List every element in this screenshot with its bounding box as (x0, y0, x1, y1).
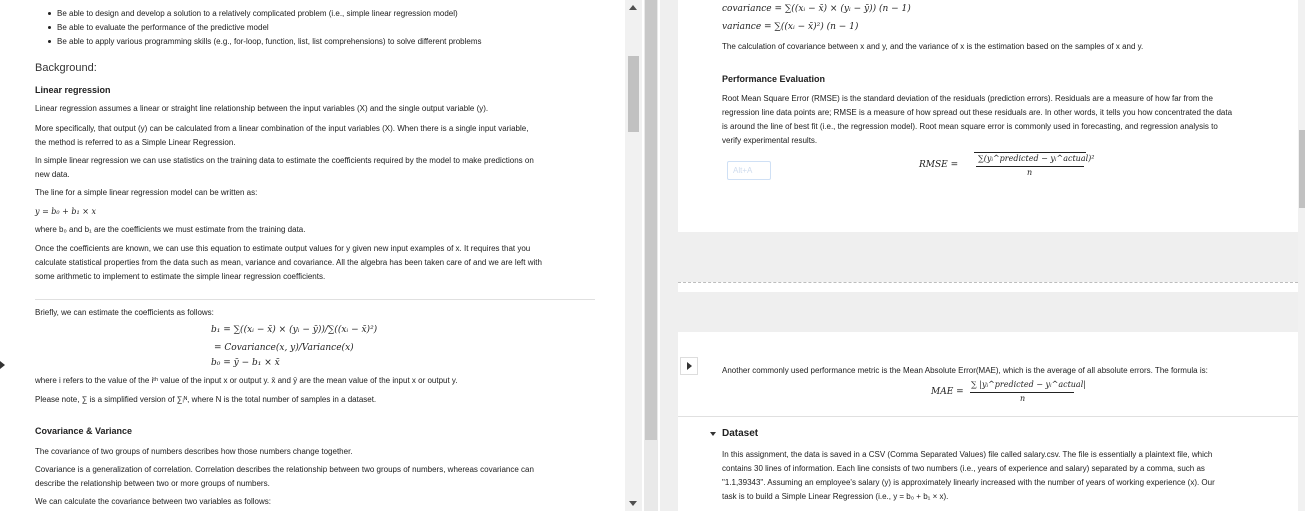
paragraph: contains 30 lines of information. Each line consists of two numbers (i.e., years of experience and salary) separated by a comma, such as (722, 464, 1205, 473)
paragraph: new data. (35, 170, 70, 179)
bullet-text: Be able to design and develop a solution to a relatively complicated problem (i.e., simple linear regression model) (57, 9, 458, 18)
rmse-denominator: n (1027, 168, 1033, 177)
mae-denominator: n (1020, 394, 1026, 403)
equation-covariance: covariance = ∑((xᵢ − x̄) × (yᵢ − ȳ)) (n − 1) (722, 4, 911, 14)
paragraph: where b₀ and b₁ are the coefficients we must estimate from the training data. (35, 225, 306, 234)
left-scrollbar[interactable] (625, 0, 642, 511)
run-cell-icon[interactable] (687, 362, 692, 370)
mae-label: MAE = (931, 387, 964, 397)
covariance-heading: Covariance & Variance (35, 426, 133, 436)
left-notebook-pane (0, 0, 625, 511)
paragraph: The calculation of covariance between x and y, and the variance of x is the estimation based on the samples of x and y. (722, 42, 1144, 51)
cell-output-area (678, 292, 1298, 332)
paragraph: In simple linear regression we can use statistics on the training data to estimate the coefficients required by the model to make predictions on (35, 156, 534, 165)
paragraph: More specifically, that output (y) can be calculated from a linear combination of the input variables (X). When there is a single input variable, (35, 124, 529, 133)
scroll-down-icon[interactable] (629, 501, 637, 506)
paragraph: The line for a simple linear regression model can be written as: (35, 188, 258, 197)
rmse-label: RMSE = (919, 160, 959, 170)
scroll-thumb[interactable] (628, 56, 639, 132)
collapse-caret-icon[interactable] (710, 432, 716, 436)
paragraph: describe the relationship between two or more groups of numbers. (35, 479, 270, 488)
cell-divider (35, 299, 595, 300)
paragraph: Once the coefficients are known, we can use this equation to estimate output values for y given new input examples of x. It requires that you (35, 244, 531, 253)
paragraph: "1.1,39343". Assuming an employee's salary (y) is approximately linearly increased with the number of years of working experience (x). Our (722, 478, 1215, 487)
cell-divider (678, 282, 1298, 283)
paragraph: We can calculate the covariance between two variables as follows: (35, 497, 271, 506)
cell-divider (678, 416, 1298, 417)
bullet-text: Be able to evaluate the performance of the predictive model (57, 23, 269, 32)
right-pane-gutter (660, 0, 678, 511)
separator-thumb[interactable] (645, 0, 657, 440)
paragraph: is around the line of best fit (i.e., the regression model). Root mean square error is commonly used in forecasting, and regression analysis to (722, 122, 1218, 131)
paragraph: Linear regression assumes a linear or straight line relationship between the input variables (X) and the single output variable (y). (35, 104, 489, 113)
paragraph: calculate statistical properties from the data such as mean, variance and covariance. All the algebra has been taken care of and we are left with (35, 258, 542, 267)
equation-line: y = b₀ + b₁ × x (35, 207, 97, 216)
shortcut-badge: Alt+A (727, 161, 771, 180)
equation-b1-covariance: = Covariance(x, y)/Variance(x) (214, 343, 354, 353)
bullet-dot (48, 40, 51, 43)
linear-regression-heading: Linear regression (35, 85, 111, 95)
paragraph: the method is referred to as a Simple Linear Regression. (35, 138, 236, 147)
equation-variance: variance = ∑((xᵢ − x̄)²) (n − 1) (722, 22, 859, 32)
paragraph: Briefly, we can estimate the coefficients as follows: (35, 308, 214, 317)
right-scrollbar[interactable] (1298, 0, 1305, 511)
paragraph: Another commonly used performance metric is the Mean Absolute Error(MAE), which is the average of all absolute errors. The formula is: (722, 366, 1208, 375)
rmse-numerator: ∑(yᵢ^predicted − yᵢ^actual)² (978, 154, 1095, 163)
run-cell-icon[interactable] (0, 361, 5, 369)
mae-numerator: ∑ |yᵢ^predicted − yᵢ^actual| (971, 380, 1086, 389)
bullet-dot (48, 12, 51, 15)
bullet-dot (48, 26, 51, 29)
fraction-bar (970, 392, 1074, 393)
paragraph: The covariance of two groups of numbers describes how those numbers change together. (35, 447, 353, 456)
pane-separator (642, 0, 660, 511)
paragraph: regression line data points are; RMSE is a measure of how spread out these residuals are. In other words, it tells you how concentrated the data (722, 108, 1233, 117)
performance-heading: Performance Evaluation (722, 74, 826, 84)
bullet-text: Be able to apply various programming skills (e.g., for-loop, function, list, list comprehensions) to solve different problems (57, 37, 482, 46)
equation-b1: b₁ = ∑((xᵢ − x̄) × (yᵢ − ȳ))/∑((xᵢ − x̄)²) (211, 325, 378, 335)
dataset-heading: Dataset (722, 428, 759, 439)
fraction-bar (976, 166, 1084, 167)
scroll-thumb[interactable] (1299, 130, 1305, 208)
background-heading: Background: (35, 62, 97, 74)
equation-b0: b₀ = ȳ − b₁ × x̄ (211, 358, 280, 368)
paragraph: verify experimental results. (722, 136, 818, 145)
paragraph: In this assignment, the data is saved in a CSV (Comma Separated Values) file called salary.csv. The file is essentially a plaintext file, which (722, 450, 1213, 459)
paragraph: Please note, ∑ is a simplified version of ∑ᵢᴺ, where N is the total number of samples in a dataset. (35, 395, 377, 404)
paragraph: where i refers to the value of the iᵗʰ value of the input x or output y. x̄ and ȳ are the mean value of the input x or output y. (35, 376, 458, 385)
sqrt-bar (974, 152, 1086, 153)
paragraph: Root Mean Square Error (RMSE) is the standard deviation of the residuals (prediction errors). Residuals are a measure of how far from the (722, 94, 1213, 103)
right-notebook-pane (678, 0, 1298, 511)
paragraph: some arithmetic to implement to estimate the simple linear regression coefficients. (35, 272, 326, 281)
cell-output-area (678, 232, 1298, 282)
scroll-up-icon[interactable] (629, 5, 637, 10)
paragraph: Covariance is a generalization of correlation. Correlation describes the relationship between two groups of numbers, whereas covariance can (35, 465, 534, 474)
paragraph: task is to build a Simple Linear Regression (i.e., y = b₀ + b₁ × x). (722, 492, 949, 501)
